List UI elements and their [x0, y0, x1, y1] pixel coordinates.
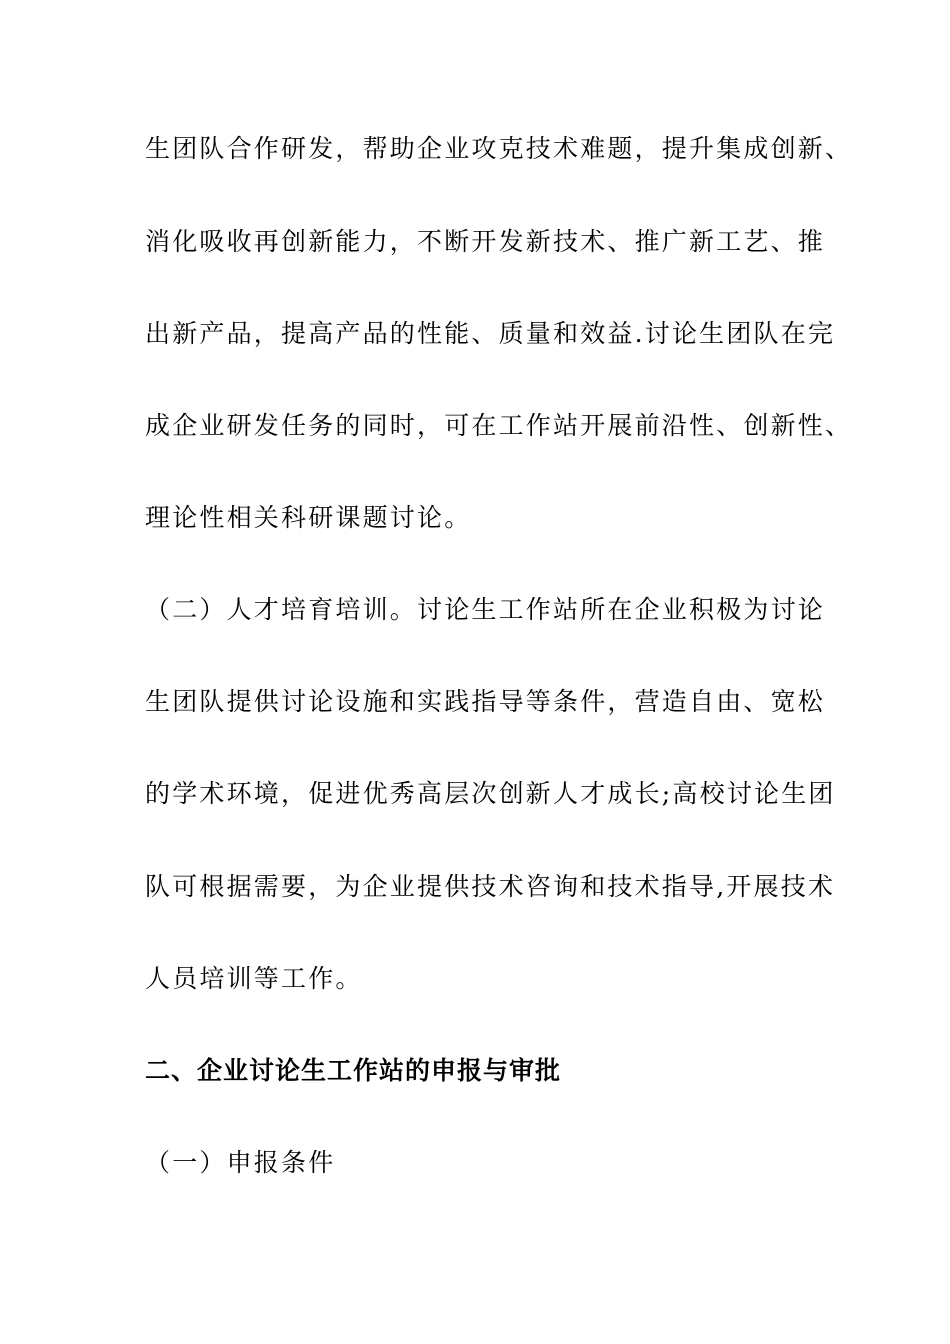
subheading: （一）申报条件	[145, 1148, 336, 1177]
body-line-4: 成企业研发任务的同时，可在工作站开展前沿性、创新性、	[145, 411, 853, 440]
body-line-8: 的学术环境，促进优秀高层次创新人才成长;高校讨论生团	[145, 779, 836, 808]
body-line-1: 生团队合作研发，帮助企业攻克技术难题，提升集成创新、	[145, 134, 853, 163]
body-line-3: 出新产品，提高产品的性能、质量和效益.讨论生团队在完	[145, 319, 836, 348]
body-line-2: 消化吸收再创新能力，不断开发新技术、推广新工艺、推	[145, 227, 826, 256]
body-line-6: （二）人才培育培训。讨论生工作站所在企业积极为讨论	[145, 595, 826, 624]
body-line-5: 理论性相关科研课题讨论。	[145, 503, 472, 532]
section-heading: 二、企业讨论生工作站的申报与审批	[145, 1056, 562, 1085]
body-line-9: 队可根据需要，为企业提供技术咨询和技术指导,开展技术	[145, 872, 836, 901]
body-line-7: 生团队提供讨论设施和实践指导等条件，营造自由、宽松	[145, 687, 826, 716]
body-line-10: 人员培训等工作。	[145, 964, 363, 993]
